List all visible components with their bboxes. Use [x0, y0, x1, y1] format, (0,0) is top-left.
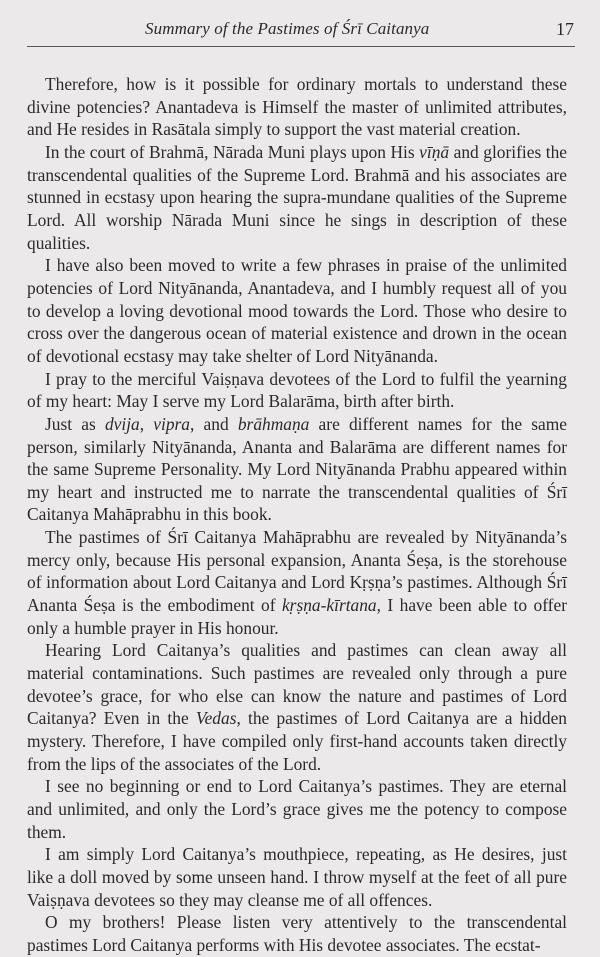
text-run: ,	[139, 413, 154, 434]
page-number: 17	[556, 19, 574, 39]
paragraph	[27, 775, 567, 843]
paragraph	[27, 254, 567, 367]
text-run: , the pastimes of Lord Caitanya are a hidden mystery. Therefore, I have compiled only first-hand accounts taken directly from the lips of the associates of the Lord.	[27, 708, 567, 774]
text-run: I have also been moved to write a few phrases in praise of the unlimited potencies of Lord Nityānanda, Anantadeva, and I humbly request all of you to develop a loving devotional mood towards the Lord. Those who desire to cross over the dangerous ocean of material existence and drown in the ocean of devotional ecstasy may take shelter of Lord Nityānanda.	[27, 255, 567, 366]
italic-term: vīṇā	[419, 141, 450, 162]
header-rule	[27, 46, 575, 47]
italic-term: Vedas	[195, 708, 237, 729]
italic-term: vipra	[153, 413, 190, 434]
body-text	[27, 73, 567, 957]
text-run: Therefore, how is it possible for ordinary mortals to understand these divine potencies? Anantadeva is Himself the master of unlimited attributes, and He resides in Rasātala simply to support the vast material creation.	[27, 74, 567, 140]
text-run: , and	[190, 413, 238, 434]
text-run: I am simply Lord Caitanya’s mouthpiece, repeating, as He desires, just like a doll moved by some unseen hand. I throw myself at the feet of all pure Vaiṣṇava devotees so they may cleanse me of all offences.	[27, 844, 567, 910]
page-header	[0, 17, 600, 47]
text-run: O my brothers! Please listen very attentively to the transcendental pastimes Lord Caitanya performs with His devotee associates. The ecstat-	[27, 912, 567, 955]
paragraph	[27, 843, 567, 911]
paragraph	[27, 526, 567, 639]
text-run: , I have been able to offer only a humble prayer in His honour.	[27, 595, 567, 638]
paragraph	[27, 73, 567, 141]
italic-term: brāhmaṇa	[237, 413, 310, 434]
text-run: I pray to the merciful Vaiṣṇava devotees of the Lord to fulfil the yearning of my heart: May I serve my Lord Balarāma, birth after birth.	[27, 368, 567, 412]
paragraph	[27, 368, 567, 413]
text-run: Hearing Lord Caitanya’s qualities and pastimes can clean away all material contaminations. Such pastimes are revealed only through a pure devotee’s grace, for who else can know the nature and pastimes of Lord Caitanya? Even in the	[27, 640, 567, 729]
text-run: I see no beginning or end to Lord Caitanya’s pastimes. They are eternal and unlimited, and only the Lord’s grace gives me the potency to compose them.	[27, 776, 567, 842]
text-run: Just as	[45, 413, 105, 434]
paragraph	[27, 413, 567, 526]
paragraph	[27, 639, 567, 775]
italic-term: dvija	[104, 413, 140, 434]
italic-term: kṛṣṇa-kīrtana	[281, 595, 377, 616]
text-run: are different names for the same person, similarly Nityānanda, Ananta and Balarāma are different names for the same Supreme Personality. My Lord Nityānanda Prabhu appeared within my heart and instructed me to narrate the transcendental qualities of Śrī Caitanya Mahāprabhu in this book.	[27, 413, 567, 525]
paragraph	[27, 141, 567, 254]
text-run: and glorifies the transcendental qualities of the Supreme Lord. Brahmā and his associates are stunned in ecstasy upon hearing the supra-mundane qualities of the Supreme Lord. All worship Nārada Muni since he sings in description of these qualities.	[27, 141, 567, 253]
paragraph	[27, 911, 567, 956]
text-run: In the court of Brahmā, Nārada Muni plays upon His	[45, 141, 420, 162]
text-run: The pastimes of Śrī Caitanya Mahāprabhu are revealed by Nityānanda’s mercy only, because His personal expansion, Ananta Śeṣa, is the storehouse of information about Lord Caitanya and Lord Kṛṣṇa’s pastimes. Although Śrī Ananta Śeṣa is the embodiment of	[27, 527, 567, 616]
running-title: Summary of the Pastimes of Śrī Caitanya	[145, 19, 430, 38]
